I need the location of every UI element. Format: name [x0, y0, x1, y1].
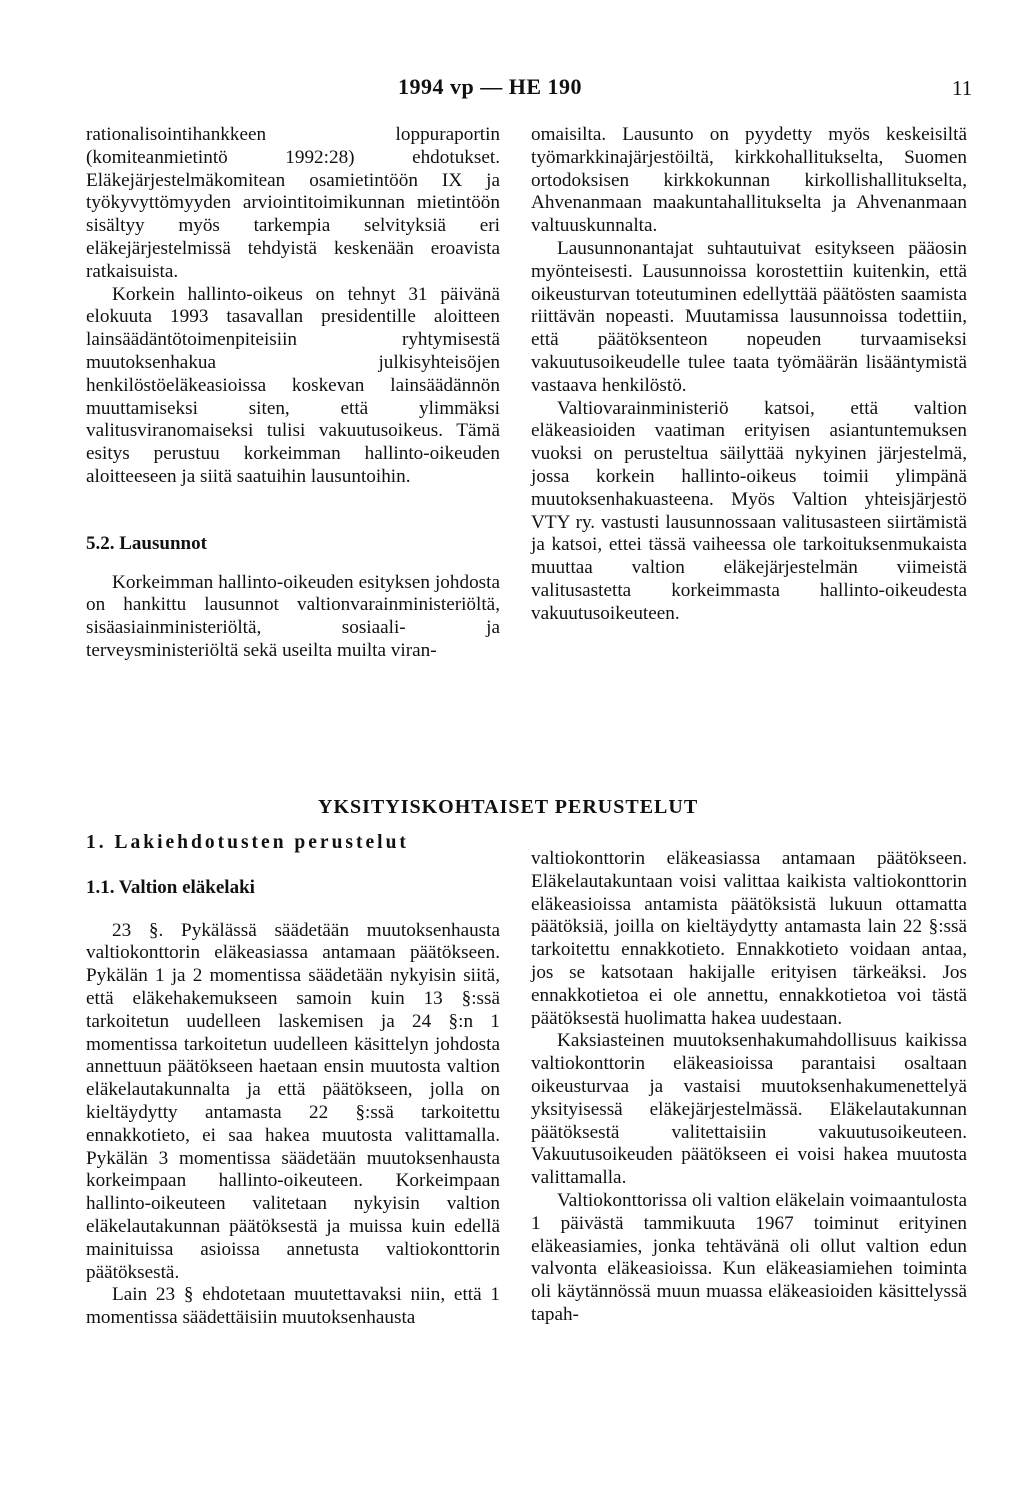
paragraph: Valtiovarainministeriö katsoi, että valtion eläkeasioiden vaatiman erityisen asiantuntemuksen vuoksi on perusteltua säilyttää nykyinen järjestelmä, jossa korkein hallinto-oikeus toimii ylimpänä muutoksenhakuasteena. Myös Valtion yhteisjärjestö VTY ry. vastusti lausunnossaan valitusasteen siirtämistä ja katsoi, ettei tässä vaiheessa ole tarkoituksenmukaista muuttaa valtion eläkejärjestelmän viimeistä valitusastetta korkeimmasta hallinto-oikeudesta vakuutusoikeuteen. [531, 397, 967, 624]
paragraph: rationalisointihankkeen loppuraportin (komiteanmietintö 1992:28) ehdotukset. Eläkejärjestelmäkomitean osamietintöön IX ja työkyvyttömyyden arviointitoimikunnan mietintöön sisältyy myös tarkempia selvityksiä eri eläkejärjestelmissä tehdyistä keskenään eroavista ratkaisuista. [86, 124, 500, 282]
section-title: YKSITYISKOHTAISET PERUSTELUT [318, 796, 699, 818]
chapter-heading: 1. Lakiehdotusten perustelut [86, 832, 409, 853]
paragraph: valtiokonttorin eläkeasiassa antamaan päätökseen. Eläkelautakuntaan voisi valittaa kaikista valtiokonttorin eläkeasioissa antamista päätöksistä lukuun ottamatta päätöksiä, joilla on kieltäydytty antamasta lain 22 §:ssä tarkoitettu ennakkotieto. Ennakkotieto voidaan antaa, jos se katsotaan hakijalle erityisen tärkeäksi. Jos ennakkotietoa ei ole annettu, ennakkotietoa voi tästä päätöksestä huolimatta hakea uudestaan. [531, 848, 967, 1029]
paragraph: Korkeimman hallinto-oikeuden esityksen johdosta on hankittu lausunnot valtionvarainministeriöltä, sisäasiainministeriöltä, sosiaali- ja terveysministeriöltä sekä useilta muilta viran- [86, 571, 500, 661]
paragraph: 23 §. Pykälässä säädetään muutoksenhausta valtiokonttorin eläkeasiassa antamaan päätökseen. Pykälän 1 ja 2 momentissa säädetään nykyisin siitä, että eläkehakemukseen samoin kuin 13 §:ssä tarkoitetun uudelleen laskemisen ja 24 §:n 1 momentissa tarkoitetun uudelleen käsittelyn johdosta annettuun päätökseen haetaan ensin muutosta valtion eläkelautakunnalta ja että päätökseen, jolla on kieltäydytty antamasta 22 §:ssä tarkoitettu ennakkotieto, ei saa hakea muutosta valittamalla. Pykälän 3 momentissa säädetään muutoksenhausta korkeimpaan hallinto-oikeuteen. Korkeimpaan hallinto-oikeuteen valitetaan nykyisin valtion eläkelautakunnan päätöksestä ja muissa kuin edellä mainituissa asioissa annetusta valtiokonttorin päätöksestä. [86, 919, 500, 1283]
left-column-upper [86, 124, 500, 663]
paragraph: Lain 23 § ehdotetaan muutettavaksi niin, että 1 momentissa säädettäisiin muutoksenhausta [86, 1284, 500, 1329]
subsection-heading: 1.1. Valtion eläkelaki [86, 876, 255, 898]
section-heading: 5.2. Lausunnot [86, 532, 207, 554]
paragraph: Valtiokonttorissa oli valtion eläkelain voimaantulosta 1 päivästä tammikuuta 1967 toiminut erityinen eläkeasiamies, jonka tehtävänä oli ollut valtion edun valvonta eläkeasioissa. Kun eläkeasiamiehen toiminta oli käytännössä muun muassa eläkeasioiden käsittelyssä tapah- [531, 1189, 967, 1325]
document-title: 1994 vp — HE 190 [398, 74, 583, 99]
right-column-upper [531, 124, 967, 626]
paragraph: Lausunnonantajat suhtautuivat esitykseen pääosin myönteisesti. Lausunnoissa korostettiin kuitenkin, että oikeusturvan toteutuminen edellyttää päätösten saamista riittävän nopeasti. Muutamissa lausunnoissa todettiin, että päätöksenteon nopeuden turvaamiseksi vakuutusoikeudelle tulee taata työmäärän lisääntymistä vastaava henkilöstö. [531, 237, 967, 396]
page-header [0, 74, 1024, 104]
page-number: 11 [952, 76, 973, 100]
paragraph: omaisilta. Lausunto on pyydetty myös keskeisiltä työmarkkinajärjestöiltä, kirkkohallitukselta, Suomen ortodoksisen kirkkokunnan kirkollishallitukselta, Ahvenanmaan maakuntahallitukselta ja Ahvenanmaan valtuuskunnalta. [531, 124, 967, 237]
paragraph: Kaksiasteinen muutoksenhakumahdollisuus kaikissa valtiokonttorin eläkeasioissa parantaisi osaltaan oikeusturvaa ja vastaisi muutoksenhakumenettelyä yksityisessä eläkejärjestelmässä. Eläkelautakunnan päätöksestä valitettaisiin vakuutusoikeuteen. Vakuutusoikeuden päätökseen ei voisi hakea muutosta valittamalla. [531, 1030, 967, 1189]
paragraph: Korkein hallinto-oikeus on tehnyt 31 päivänä elokuuta 1993 tasavallan presidentille aloitteen lainsäädäntötoimenpiteisiin ryhtymisestä muutoksenhakua julkisyhteisöjen henkilöstöeläkeasioissa koskevan lainsäädännön muuttamiseksi siten, että ylimmäksi valitusviranomaiseksi tulisi vakuutusoikeus. Tämä esitys perustuu korkeimman hallinto-oikeuden aloitteeseen ja siitä saatuihin lausuntoihin. [86, 283, 500, 487]
right-column-lower [531, 848, 967, 1327]
left-column-lower [86, 832, 500, 1330]
